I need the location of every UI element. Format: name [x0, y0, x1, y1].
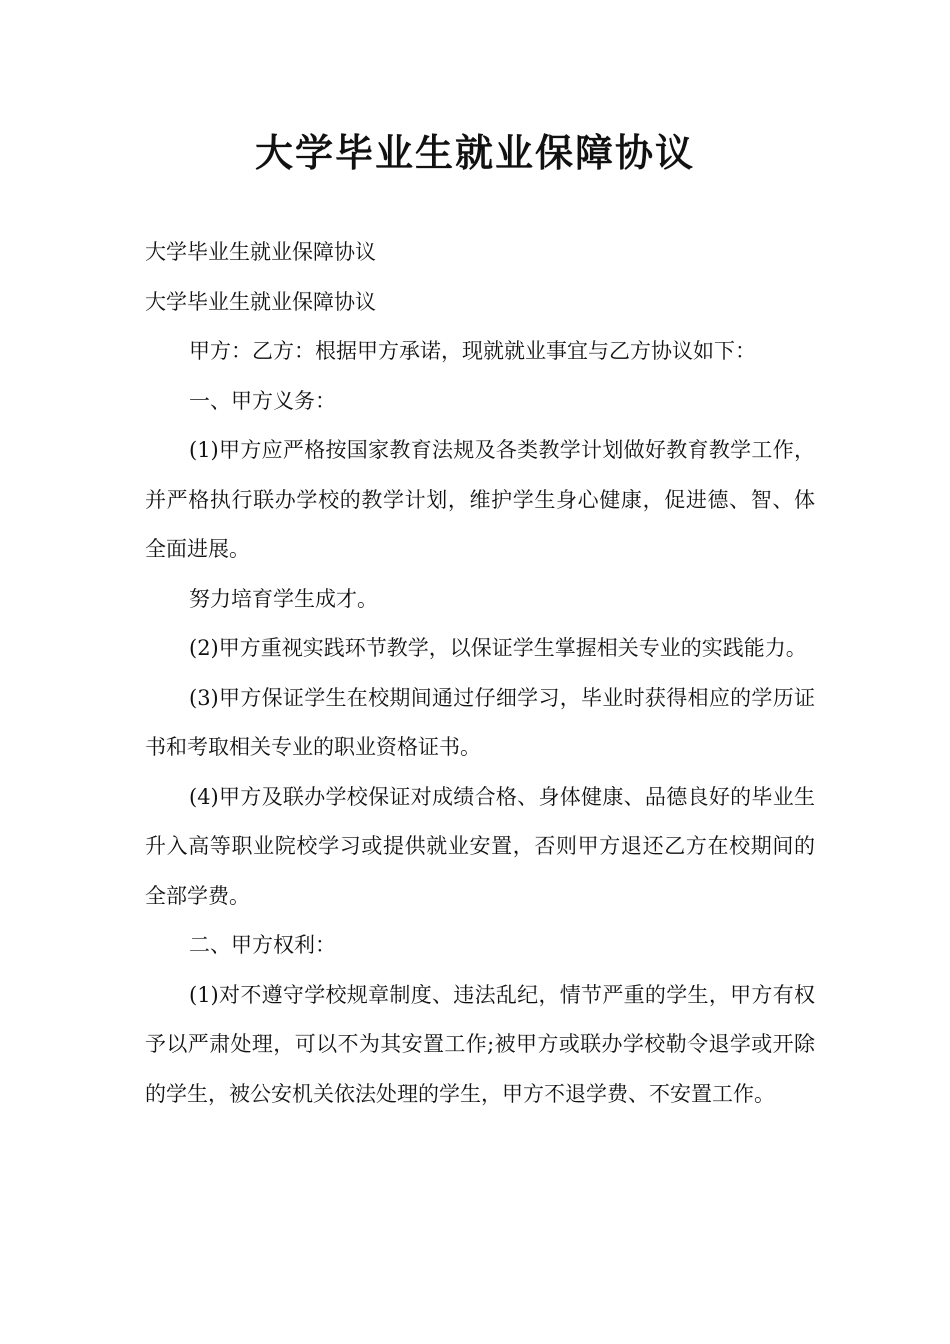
clause-paragraph: (1)对不遵守学校规章制度、违法乱纪，情节严重的学生，甲方有权予以严肃处理，可以不为其安置工作;被甲方或联办学校勒令退学或开除的学生，被公安机关依法处理的学生，甲方不退学费、不安置工作。: [145, 982, 815, 1106]
subtitle-line: 大学毕业生就业保障协议: [145, 289, 376, 314]
clause-paragraph: (3)甲方保证学生在校期间通过仔细学习，毕业时获得相应的学历证书和考取相关专业的职业资格证书。: [145, 685, 815, 759]
document-body: [145, 228, 815, 1119]
clause-paragraph: (2)甲方重视实践环节教学，以保证学生掌握相关专业的实践能力。: [189, 636, 807, 660]
document-title: 大学毕业生就业保障协议: [254, 131, 695, 175]
subtitle-line: 大学毕业生就业保障协议: [145, 240, 376, 264]
section-heading: 一、甲方义务：: [189, 388, 336, 413]
section-heading: 二、甲方权利：: [189, 933, 336, 957]
preamble-paragraph: 甲方：乙方：根据甲方承诺，现就就业事宜与乙方协议如下：: [189, 339, 756, 363]
clause-paragraph: (1)甲方应严格按国家教育法规及各类教学计划做好教育教学工作，并严格执行联办学校的教学计划，维护学生身心健康，促进德、智、体全面进展。: [145, 438, 815, 561]
clause-paragraph: (4)甲方及联办学校保证对成绩合格、身体健康、品德良好的毕业生升入高等职业院校学习或提供就业安置，否则甲方退还乙方在校期间的全部学费。: [145, 784, 815, 908]
clause-paragraph: 努力培育学生成才。: [189, 586, 378, 611]
